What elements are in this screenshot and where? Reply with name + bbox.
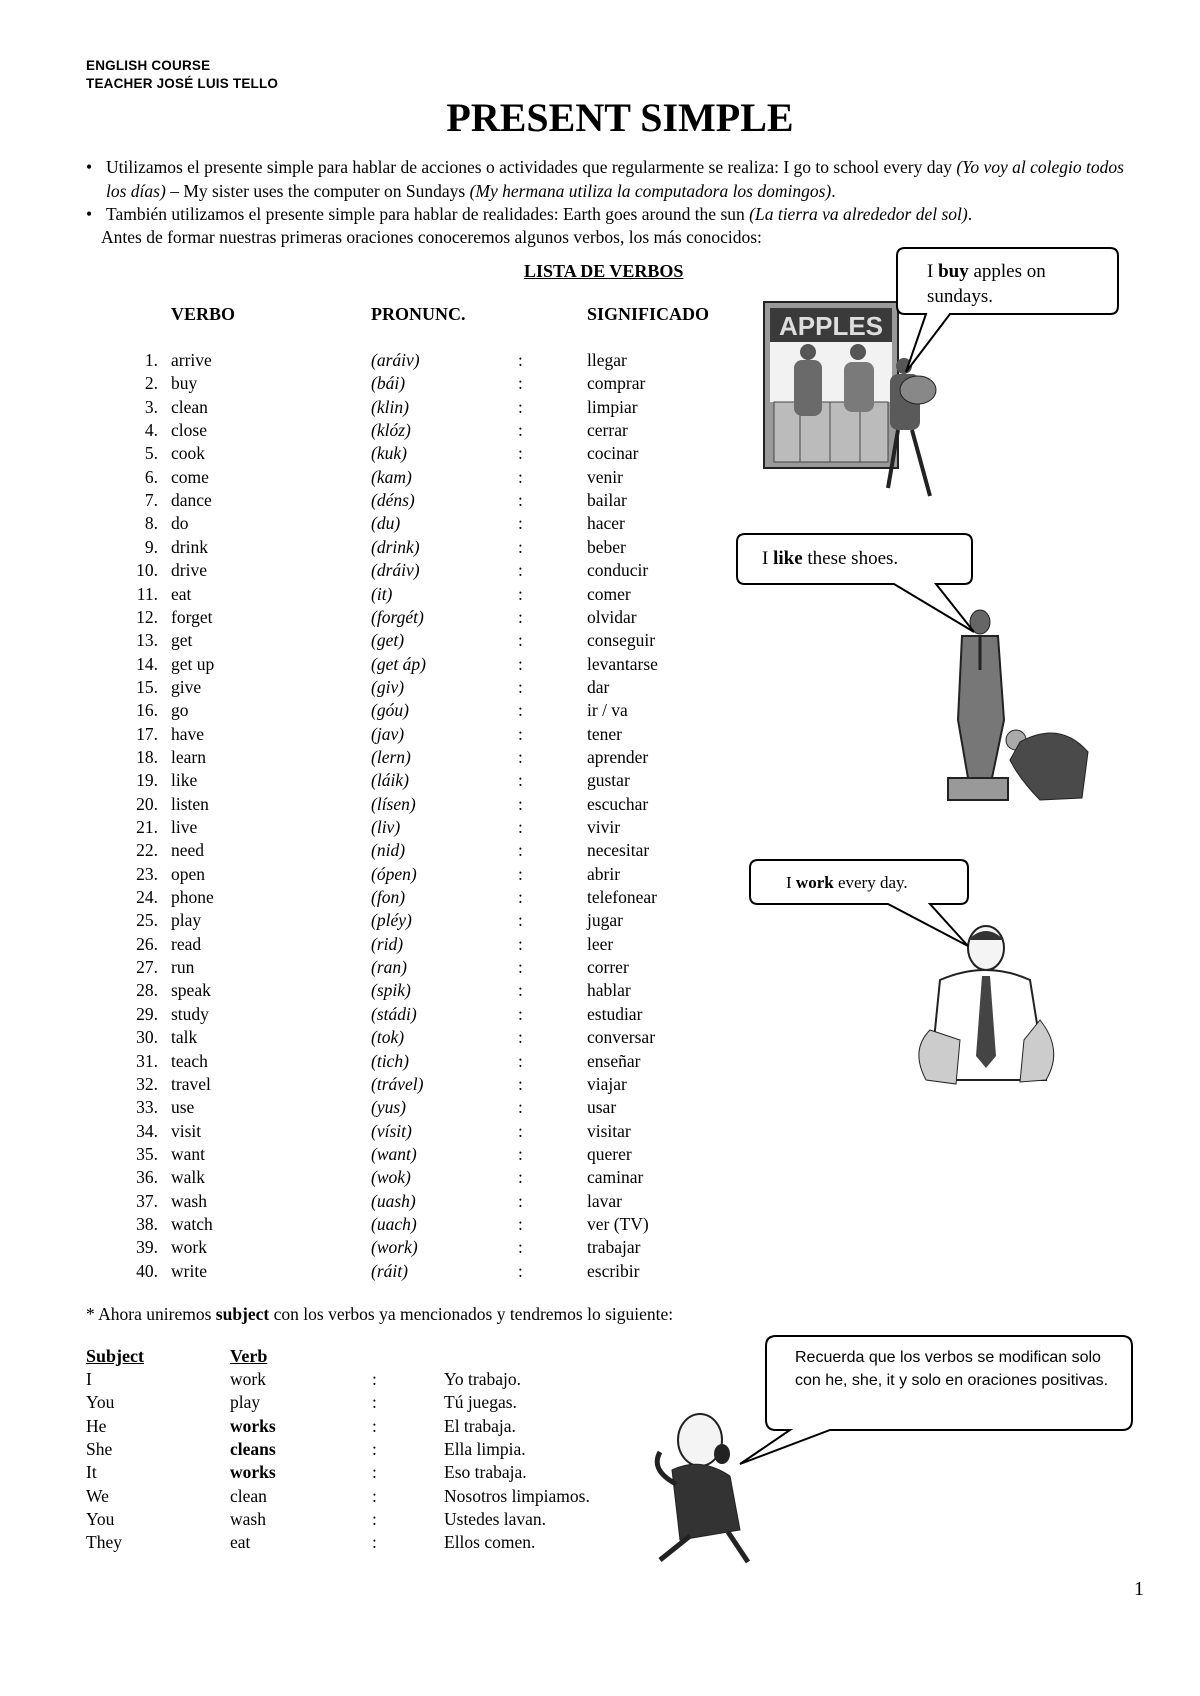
bullet-text-part: (La tierra va alrededor del sol) — [749, 204, 968, 224]
verb-word: walk — [171, 1167, 206, 1188]
verb-pronunciation: (lísen) — [371, 793, 416, 814]
verb-meaning: comer — [587, 583, 631, 604]
verb-word: go — [171, 700, 189, 721]
verb-word: phone — [171, 887, 214, 908]
verb-number: 18. — [136, 746, 158, 767]
verb-word: watch — [171, 1213, 213, 1234]
verb-separator: : — [518, 723, 523, 744]
verb-pronunciation: (ran) — [371, 957, 407, 978]
verb-meaning: venir — [587, 466, 623, 487]
verb-separator: : — [518, 513, 523, 534]
verb-separator: : — [518, 1167, 523, 1188]
verb-meaning: visitar — [587, 1120, 631, 1141]
verb-meaning: bailar — [587, 490, 627, 511]
note-text-part: con los verbos ya mencionados y tendremos lo siguiente: — [269, 1304, 674, 1324]
subject-verb: works — [230, 1415, 276, 1436]
verb-meaning: querer — [587, 1143, 632, 1164]
verb-meaning: abrir — [587, 863, 621, 884]
verb-separator: : — [518, 933, 523, 954]
bullet-dot: • — [86, 157, 93, 177]
verb-meaning: conseguir — [587, 630, 656, 651]
verb-meaning: escuchar — [587, 793, 649, 814]
verb-word: want — [171, 1143, 206, 1164]
verb-meaning: aprender — [587, 746, 649, 767]
verb-word: learn — [171, 746, 206, 767]
verb-word: write — [171, 1260, 207, 1281]
verb-word: clean — [171, 396, 208, 417]
subject-translation: Yo trabajo. — [444, 1369, 521, 1389]
verb-word: live — [171, 817, 198, 837]
verb-number: 12. — [136, 606, 158, 627]
verb-separator: : — [518, 1050, 523, 1071]
verb-separator: : — [518, 373, 523, 394]
bullet-dot: • — [86, 204, 93, 224]
verb-separator: : — [518, 1097, 523, 1118]
verb-meaning: dar — [587, 676, 610, 697]
verb-word: teach — [171, 1050, 208, 1071]
subject-separator: : — [372, 1369, 377, 1389]
subject-translation: Ustedes lavan. — [444, 1508, 547, 1529]
verb-pronunciation: (drink) — [371, 536, 420, 557]
verb-separator: : — [518, 863, 523, 884]
verb-separator: : — [518, 793, 523, 814]
verb-pronunciation: (fon) — [371, 887, 406, 908]
verb-number: 15. — [136, 676, 158, 697]
verb-meaning: correr — [587, 957, 629, 978]
verb-word: use — [171, 1097, 195, 1118]
bubble-text-part: I — [786, 873, 796, 892]
subject-verb: work — [230, 1369, 266, 1389]
verb-number: 8. — [144, 513, 158, 534]
subject-separator: : — [372, 1415, 377, 1436]
verb-word: drink — [171, 536, 208, 557]
verb-number: 22. — [136, 840, 158, 861]
page-number: 1 — [1134, 1578, 1144, 1600]
bubble-text-part: every day. — [833, 873, 908, 892]
subject-separator: : — [372, 1508, 377, 1529]
verb-number: 36. — [136, 1167, 158, 1188]
intro-text: Antes de formar nuestras primeras oraciones conoceremos algunos verbos, los más conocidos: — [101, 227, 762, 247]
verb-separator: : — [518, 490, 523, 511]
verb-meaning: cocinar — [587, 443, 639, 464]
verb-pronunciation: (lern) — [371, 746, 411, 767]
bullet-text-part: Utilizamos el presente simple para hablar de acciones o actividades que regularmente se realiza: I go to school every day — [106, 157, 957, 177]
verb-number: 19. — [136, 770, 158, 791]
verb-pronunciation: (klóz) — [371, 420, 411, 441]
verb-number: 23. — [136, 863, 158, 884]
verb-number: 6. — [144, 466, 158, 487]
verb-meaning: necesitar — [587, 840, 650, 861]
verb-separator: : — [518, 1143, 523, 1164]
verb-pronunciation: (klin) — [371, 396, 409, 417]
verb-word: eat — [171, 583, 192, 604]
verb-number: 14. — [136, 653, 158, 674]
verb-pronunciation: (spik) — [371, 980, 411, 1001]
verb-pronunciation: (it) — [371, 583, 393, 604]
subject-verb: play — [230, 1392, 261, 1413]
subject-word: We — [86, 1485, 109, 1506]
subject-note — [86, 1304, 673, 1325]
verb-word: dance — [171, 490, 212, 511]
subject-verb: works — [230, 1462, 276, 1483]
subject-verb: eat — [230, 1532, 251, 1553]
verb-column-header: VERBO — [171, 304, 236, 324]
verb-separator: : — [518, 957, 523, 978]
bubble-text-part: these shoes. — [802, 548, 899, 569]
verb-pronunciation: (kam) — [371, 466, 412, 487]
verb-meaning: hablar — [587, 980, 631, 1001]
verb-word: need — [171, 840, 205, 861]
verb-number: 39. — [136, 1237, 158, 1258]
subject-separator: : — [372, 1462, 377, 1483]
verb-number: 17. — [136, 723, 158, 744]
subject-separator: : — [372, 1485, 377, 1506]
verb-separator: : — [518, 1190, 523, 1211]
verb-separator: : — [518, 1003, 523, 1024]
shoe-shop-illustration — [948, 610, 1088, 800]
verb-pronunciation: (vísit) — [371, 1120, 412, 1141]
verb-meaning: viajar — [587, 1073, 627, 1094]
verb-pronunciation: (get áp) — [371, 653, 426, 674]
subject-translation: Ellos comen. — [444, 1532, 536, 1553]
verb-pronunciation: (nid) — [371, 840, 406, 861]
teacher-label: TEACHER JOSÉ LUIS TELLO — [86, 76, 279, 91]
verb-separator: : — [518, 700, 523, 721]
verb-meaning: ver (TV) — [587, 1213, 649, 1234]
verb-separator: : — [518, 1260, 523, 1281]
verb-meaning: levantarse — [587, 653, 658, 674]
note-text-part: * Ahora uniremos — [86, 1304, 216, 1324]
verb-pronunciation: (wok) — [371, 1167, 411, 1188]
bubble-text-part: I — [762, 548, 774, 569]
shoes-bubble-text — [762, 546, 898, 571]
verb-number: 16. — [136, 700, 158, 721]
verb-meaning: estudiar — [587, 1003, 643, 1024]
verb-number: 5. — [144, 443, 158, 464]
verb-separator: : — [518, 560, 523, 581]
verb-word: buy — [171, 373, 198, 394]
verb-number: 40. — [136, 1260, 158, 1281]
verb-number: 4. — [144, 420, 158, 441]
verb-number: 1. — [144, 350, 158, 370]
verb-meaning: tener — [587, 723, 622, 744]
verb-pronunciation: (liv) — [371, 817, 401, 837]
verb-number: 2. — [144, 373, 158, 394]
bullet-text-part: También utilizamos el presente simple para hablar de realidades: Earth goes around the sun — [106, 204, 750, 224]
verb-number: 26. — [136, 933, 158, 954]
page-title: PRESENT SIMPLE — [446, 95, 794, 140]
verb-pronunciation: (want) — [371, 1143, 417, 1164]
verb-pronunciation: (trável) — [371, 1073, 424, 1094]
verb-meaning: vivir — [587, 817, 621, 837]
verb-word: cook — [171, 443, 206, 464]
verb-word: get up — [171, 653, 215, 674]
verb-separator: : — [518, 840, 523, 861]
reminder-bubble-text: Recuerda que los verbos se modifican solo con he, she, it y solo en oraciones positivas. — [795, 1349, 1109, 1389]
verb-pronunciation: (uach) — [371, 1213, 417, 1234]
verb-number: 33. — [136, 1097, 158, 1118]
verb-number: 27. — [136, 957, 158, 978]
verb-meaning: conducir — [587, 560, 649, 581]
verb-separator: : — [518, 770, 523, 791]
verb-word: arrive — [171, 350, 212, 370]
verb-meaning: escribir — [587, 1260, 640, 1281]
verb-separator: : — [518, 396, 523, 417]
subject-word: He — [86, 1415, 107, 1436]
verb-word: listen — [171, 793, 209, 814]
verb-number: 25. — [136, 910, 158, 931]
verb-separator: : — [518, 1237, 523, 1258]
verb-separator: : — [518, 980, 523, 1001]
subject-word: They — [86, 1532, 122, 1553]
bubble-text-part: buy — [938, 261, 969, 282]
apple-stand-illustration — [764, 302, 936, 496]
verb-meaning: comprar — [587, 373, 646, 394]
verb-number: 29. — [136, 1003, 158, 1024]
subject-column-header: Subject — [86, 1346, 144, 1366]
bubble-text-part: work — [795, 873, 834, 892]
verb-word: like — [171, 770, 198, 791]
verb-separator: : — [518, 1120, 523, 1141]
verb-separator: : — [518, 1213, 523, 1234]
verb-number: 11. — [136, 583, 158, 604]
verb-meaning: cerrar — [587, 420, 628, 441]
bullet-text-part: (My hermana utiliza la computadora los domingos) — [469, 180, 832, 201]
verb-word: close — [171, 420, 207, 441]
verb-number: 21. — [136, 817, 158, 837]
verb-meaning: llegar — [587, 350, 627, 370]
verb-pronunciation: (jav) — [371, 723, 405, 744]
verb-separator: : — [518, 443, 523, 464]
bullet-text-part: (Yo voy al colegio todos los días) — [106, 157, 1124, 201]
verb-pronunciation: (bái) — [371, 373, 406, 394]
verb-number: 38. — [136, 1213, 158, 1234]
verb-word: work — [171, 1237, 207, 1258]
subject-translation: Tú juegas. — [444, 1392, 517, 1413]
verb-pronunciation: (uash) — [371, 1190, 416, 1211]
bubble-text-part: like — [773, 548, 803, 569]
verb-number: 10. — [136, 560, 158, 581]
verb-meaning: ir / va — [587, 700, 628, 721]
subject-separator: : — [372, 1532, 377, 1553]
verb-word: wash — [171, 1190, 207, 1211]
verb-number: 20. — [136, 793, 158, 814]
subject-verb: wash — [230, 1508, 266, 1529]
verb-word: give — [171, 676, 202, 697]
subject-verb: clean — [230, 1485, 267, 1506]
bullet-text-part: . — [967, 204, 973, 224]
verb-meaning: usar — [587, 1097, 617, 1118]
bullet-text-part: . — [831, 180, 836, 201]
verb-separator: : — [518, 1027, 523, 1048]
verb-pronunciation: (giv) — [371, 676, 405, 697]
verb-pronunciation: (ópen) — [371, 863, 417, 884]
verb-header: Verb — [230, 1346, 268, 1366]
subject-word: You — [86, 1392, 115, 1413]
bubble-text-part: I — [927, 261, 939, 282]
verb-separator: : — [518, 746, 523, 767]
subject-translation: Ella limpia. — [444, 1438, 526, 1459]
verb-separator: : — [518, 653, 523, 674]
course-label: ENGLISH COURSE — [86, 58, 211, 73]
verb-word: run — [171, 957, 195, 978]
subject-word: You — [86, 1508, 115, 1529]
verb-separator: : — [518, 676, 523, 697]
verb-separator: : — [518, 583, 523, 604]
verb-separator: : — [518, 536, 523, 557]
verb-separator: : — [518, 630, 523, 651]
subject-translation: Nosotros limpiamos. — [444, 1485, 590, 1506]
verb-meaning: leer — [587, 933, 614, 954]
verb-pronunciation: (tich) — [371, 1050, 409, 1071]
verb-pronunciation: (aráiv) — [371, 350, 420, 370]
verb-pronunciation: (du) — [371, 513, 401, 534]
verb-meaning: hacer — [587, 513, 625, 534]
subject-translation: Eso trabaja. — [444, 1462, 527, 1483]
verb-word: visit — [171, 1120, 202, 1141]
verb-word: speak — [171, 980, 211, 1001]
verb-word: have — [171, 723, 205, 744]
verb-number: 24. — [136, 887, 158, 908]
verb-pronunciation: (láik) — [371, 770, 409, 791]
verb-meaning: conversar — [587, 1027, 656, 1048]
verb-meaning: telefonear — [587, 887, 657, 908]
subject-verb: cleans — [230, 1438, 276, 1459]
verb-number: 31. — [136, 1050, 158, 1071]
verb-meaning: jugar — [587, 910, 623, 931]
verb-pronunciation: (stádi) — [371, 1003, 417, 1024]
verb-meaning: beber — [587, 536, 626, 557]
verb-pronunciation: (déns) — [371, 490, 415, 511]
verb-meaning: gustar — [587, 770, 630, 791]
verb-meaning: olvidar — [587, 606, 637, 627]
verb-word: play — [171, 910, 202, 931]
subject-word: She — [86, 1438, 113, 1459]
subject-word: I — [86, 1369, 92, 1389]
verb-list-title: LISTA DE VERBOS — [524, 261, 684, 281]
verb-word: get — [171, 630, 193, 651]
verb-meaning: limpiar — [587, 396, 638, 417]
verb-number: 9. — [144, 536, 158, 557]
verb-word: do — [171, 513, 189, 534]
verb-word: come — [171, 466, 209, 487]
verb-word: travel — [171, 1073, 211, 1094]
verb-number: 34. — [136, 1120, 158, 1141]
verb-word: talk — [171, 1027, 198, 1048]
verb-pronunciation: (ráit) — [371, 1260, 408, 1281]
verb-pronunciation: (góu) — [371, 700, 409, 721]
verb-separator: : — [518, 466, 523, 487]
apples-bubble-text — [927, 259, 1107, 309]
verb-pronunciation: (pléy) — [371, 910, 412, 931]
verb-number: 35. — [136, 1143, 158, 1164]
verb-number: 3. — [144, 396, 158, 417]
subject-translation: El trabaja. — [444, 1415, 516, 1436]
verb-word: drive — [171, 560, 207, 581]
verb-pronunciation: (rid) — [371, 933, 404, 954]
verb-separator: : — [518, 606, 523, 627]
verb-pronunciation: (forgét) — [371, 606, 424, 627]
verb-pronunciation: (yus) — [371, 1097, 406, 1118]
verb-number: 32. — [136, 1073, 158, 1094]
verb-meaning: trabajar — [587, 1237, 641, 1258]
work-bubble-text — [786, 870, 908, 895]
verb-number: 37. — [136, 1190, 158, 1211]
verb-separator: : — [518, 1073, 523, 1094]
note-text-part: subject — [215, 1304, 270, 1324]
verb-word: study — [171, 1003, 209, 1024]
meaning-column-header: SIGNIFICADO — [587, 304, 710, 324]
verb-meaning: lavar — [587, 1190, 622, 1211]
verb-pronunciation: (kuk) — [371, 443, 407, 464]
shouting-man-illustration — [657, 1414, 748, 1562]
verb-separator: : — [518, 420, 523, 441]
verb-meaning: enseñar — [587, 1050, 641, 1071]
worker-illustration — [919, 926, 1054, 1084]
verb-pronunciation: (get) — [371, 630, 405, 651]
bullet-text-part: – My sister uses the computer on Sundays — [165, 180, 470, 201]
verb-number: 13. — [136, 630, 158, 651]
verb-meaning: caminar — [587, 1167, 644, 1188]
verb-number: 30. — [136, 1027, 158, 1048]
verb-word: forget — [171, 606, 213, 627]
subject-separator: : — [372, 1392, 377, 1413]
verb-separator: : — [518, 817, 523, 837]
verb-separator: : — [518, 910, 523, 931]
subject-word: It — [86, 1462, 97, 1483]
verb-pronunciation: (tok) — [371, 1027, 405, 1048]
verb-word: open — [171, 863, 206, 884]
verb-number: 7. — [144, 490, 158, 511]
verb-separator: : — [518, 887, 523, 908]
subject-separator: : — [372, 1438, 377, 1459]
verb-word: read — [171, 933, 202, 954]
verb-pronunciation: (dráiv) — [371, 560, 420, 581]
pronunciation-column-header: PRONUNC. — [371, 304, 466, 324]
verb-pronunciation: (work) — [371, 1237, 418, 1258]
apples-sign-text: APPLES — [778, 311, 884, 341]
verb-separator: : — [518, 350, 523, 370]
bubble-text-part: apples on sundays. — [927, 261, 1046, 307]
verb-number: 28. — [136, 980, 158, 1001]
